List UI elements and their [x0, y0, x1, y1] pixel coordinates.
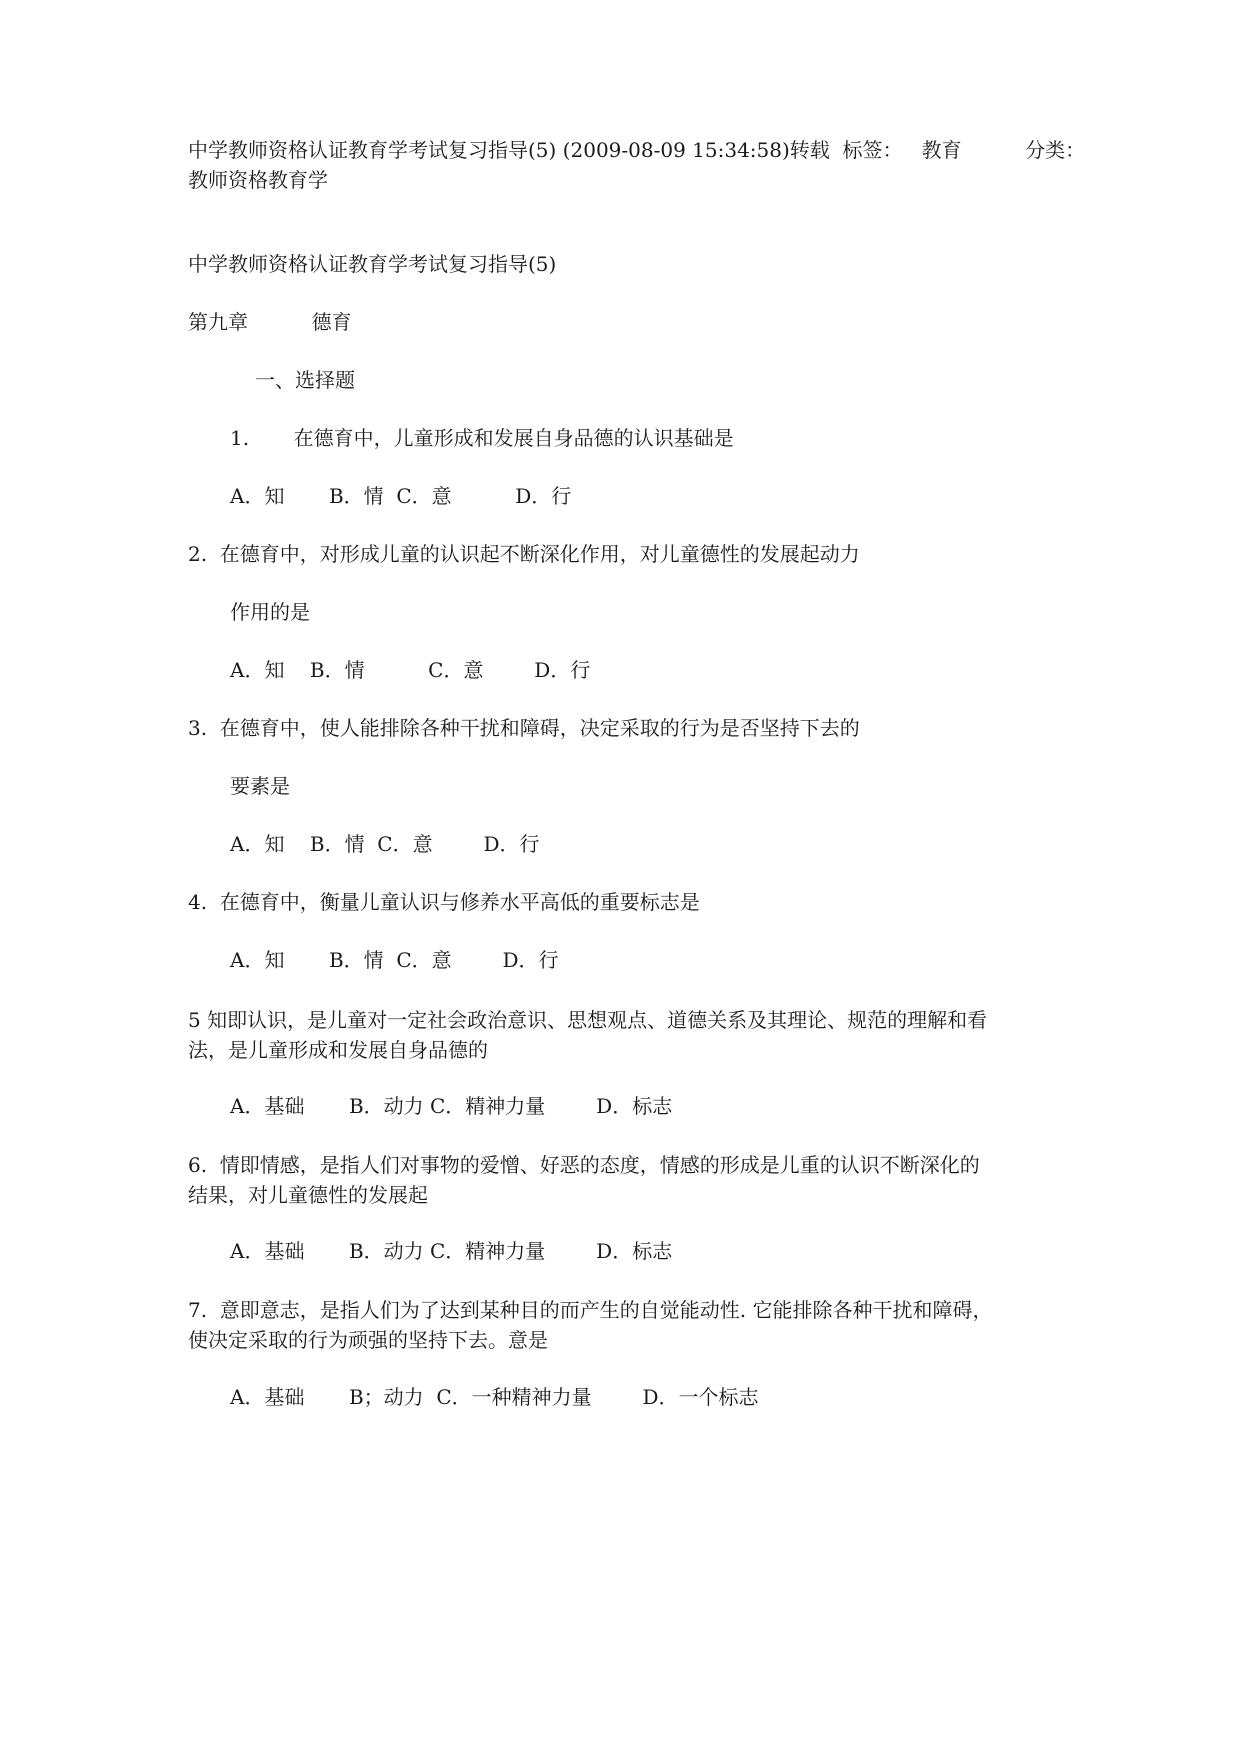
question-6-options: A．基础 B．动力 C．精神力量 D．标志 [230, 1239, 673, 1263]
question-7-continuation: 使决定采取的行为顽强的坚持下去。意是 [188, 1328, 548, 1352]
question-4: 4. 在德育中，衡量儿童认识与修养水平高低的重要标志是 [188, 890, 700, 914]
question-1-options: A．知 B．情 C．意 D．行 [230, 484, 572, 508]
question-5-options: A．基础 B．动力 C．精神力量 D．标志 [230, 1094, 673, 1118]
chapter-heading: 第九章 德育 [188, 310, 352, 334]
question-3-options: A．知 B．情 C．意 D．行 [230, 832, 540, 856]
question-7-options: A．基础 B；动力 C．一种精神力量 D．一个标志 [230, 1385, 759, 1409]
question-6: 6. 情即情感，是指人们对事物的爱憎、好恶的态度，情感的形成是儿重的认识不断深化的 [188, 1153, 980, 1177]
question-1: 1. 在德育中，儿童形成和发展自身品德的认识基础是 [230, 426, 734, 450]
question-7: 7. 意即意志，是指人们为了达到某种目的而产生的自觉能动性. 它能排除各种干扰和障碍， [188, 1298, 993, 1322]
document-title: 中学教师资格认证教育学考试复习指导(5) [188, 252, 557, 276]
question-3: 3. 在德育中，使人能排除各种干扰和障碍，决定采取的行为是否坚持下去的 [188, 716, 860, 740]
header-category-line: 教师资格教育学 [188, 168, 328, 192]
question-2-options: A．知 B．情 C．意 D．行 [230, 658, 591, 682]
question-6-continuation: 结果，对儿童德性的发展起 [188, 1183, 428, 1207]
question-2: 2. 在德育中，对形成儿童的认识起不断深化作用，对儿童德性的发展起动力 [188, 542, 860, 566]
header-meta-line: 中学教师资格认证教育学考试复习指导(5) (2009-08-09 15:34:58)转载 标签： 教育 分类： [188, 138, 1086, 162]
question-5: 5 知即认识，是儿童对一定社会政治意识、思想观点、道德关系及其理论、规范的理解和看 [188, 1008, 988, 1032]
section-heading: 一、选择题 [255, 368, 355, 392]
question-2-continuation: 作用的是 [230, 600, 310, 624]
question-5-continuation: 法，是儿童形成和发展自身品德的 [188, 1038, 488, 1062]
question-4-options: A．知 B．情 C．意 D．行 [230, 948, 559, 972]
question-3-continuation: 要素是 [230, 774, 290, 798]
